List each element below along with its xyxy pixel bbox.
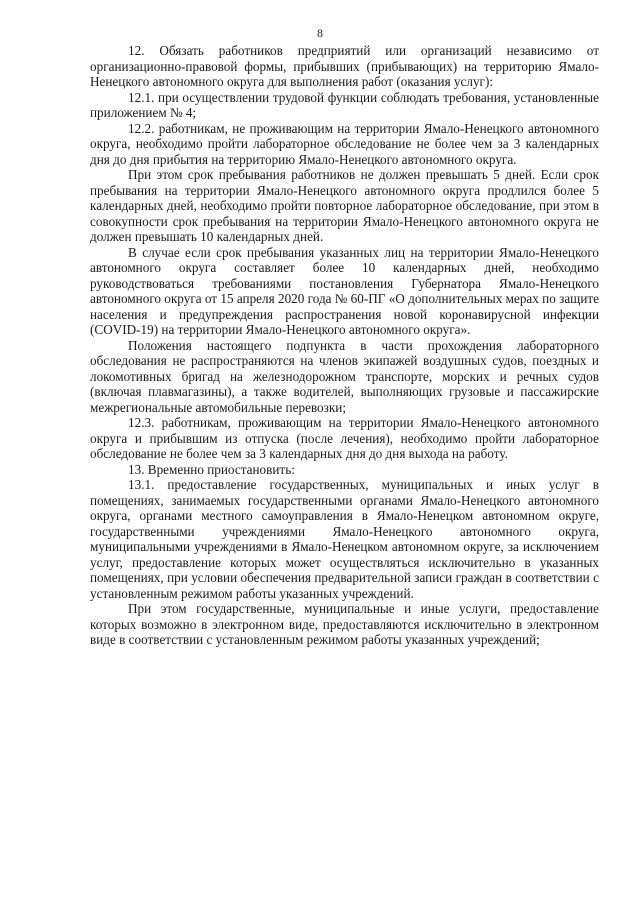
paragraph-electronic-services: При этом государственные, муниципальные и иные услуги, предоставление которых возможно в электронном виде, предоставляются исключительно в электронном виде в соответствии с установленным режимом работы указанных учреждений;	[90, 601, 599, 647]
document-body	[90, 43, 599, 648]
paragraph-12-1: 12.1. при осуществлении трудовой функции соблюдать требования, установленные приложением № 4;	[90, 89, 599, 120]
paragraph-exemptions: Положения настоящего подпункта в части прохождения лабораторного обследования не распространяются на членов экипажей воздушных судов, поездных и локомотивных бригад на железнодорожном транспорте, морских и речных судов (включая плавмагазины), а также водителей, выполняющих грузовые и пассажирские межрегиональные автомобильные перевозки;	[90, 337, 599, 415]
paragraph-12-2: 12.2. работникам, не проживающим на территории Ямало-Ненецкого автономного округа, необходимо пройти лабораторное обследование не более чем за 3 календарных дня до дня прибытия на территорию Ямало-Ненецкого автономного округа.	[90, 120, 599, 167]
paragraph-13: 13. Временно приостановить:	[128, 461, 295, 477]
page-number: 8	[317, 26, 323, 40]
paragraph-12: 12. Обязать работников предприятий или организаций независимо от организационно-правовой формы, прибывших (прибывающих) на территорию Ямало-Ненецкого автономного округа для выполнения работ (оказания услуг):	[90, 43, 599, 89]
paragraph-13-1: 13.1. предоставление государственных, муниципальных и иных услуг в помещениях, занимаемых государственными органами Ямало-Ненецкого автономного округа, органами местного самоуправления в Ямало-Ненецком автономном округе, государственными учреждениями Ямало-Ненецкого автономного округа, муниципальными учреждениями в Ямало-Ненецком автономном округе, за исключением услуг, предоставление которых может осуществляться исключительно в указанных помещениях, при условии обеспечения предварительной записи граждан в соответствии с установленным режимом работы указанных учреждений.	[90, 477, 599, 601]
paragraph-over-10-days: В случае если срок пребывания указанных лиц на территории Ямало-Ненецкого автономного округа составляет более 10 календарных дней, необходимо руководствоваться требованиями постановления Губернатора Ямало-Ненецкого автономного округа от 15 апреля 2020 года № 60-ПГ «О дополнительных мерах по защите населения и предупреждения распространения новой коронавирусной инфекции (COVID-19) на территории Ямало-Ненецкого автономного округа».	[90, 244, 599, 337]
paragraph-stay-duration: При этом срок пребывания работников не должен превышать 5 дней. Если срок пребывания на территории Ямало-Ненецкого автономного округа продлился более 5 календарных дней, необходимо пройти повторное лабораторное обследование, при этом в совокупности срок пребывания на территории Ямало-Ненецкого автономного округа не должен превышать 10 календарных дней.	[90, 167, 599, 244]
paragraph-12-3: 12.3. работникам, проживающим на территории Ямало-Ненецкого автономного округа и прибывшим из отпуска (после лечения), необходимо пройти лабораторное обследование не более чем за 3 календарных дня до дня выхода на работу.	[90, 415, 599, 461]
